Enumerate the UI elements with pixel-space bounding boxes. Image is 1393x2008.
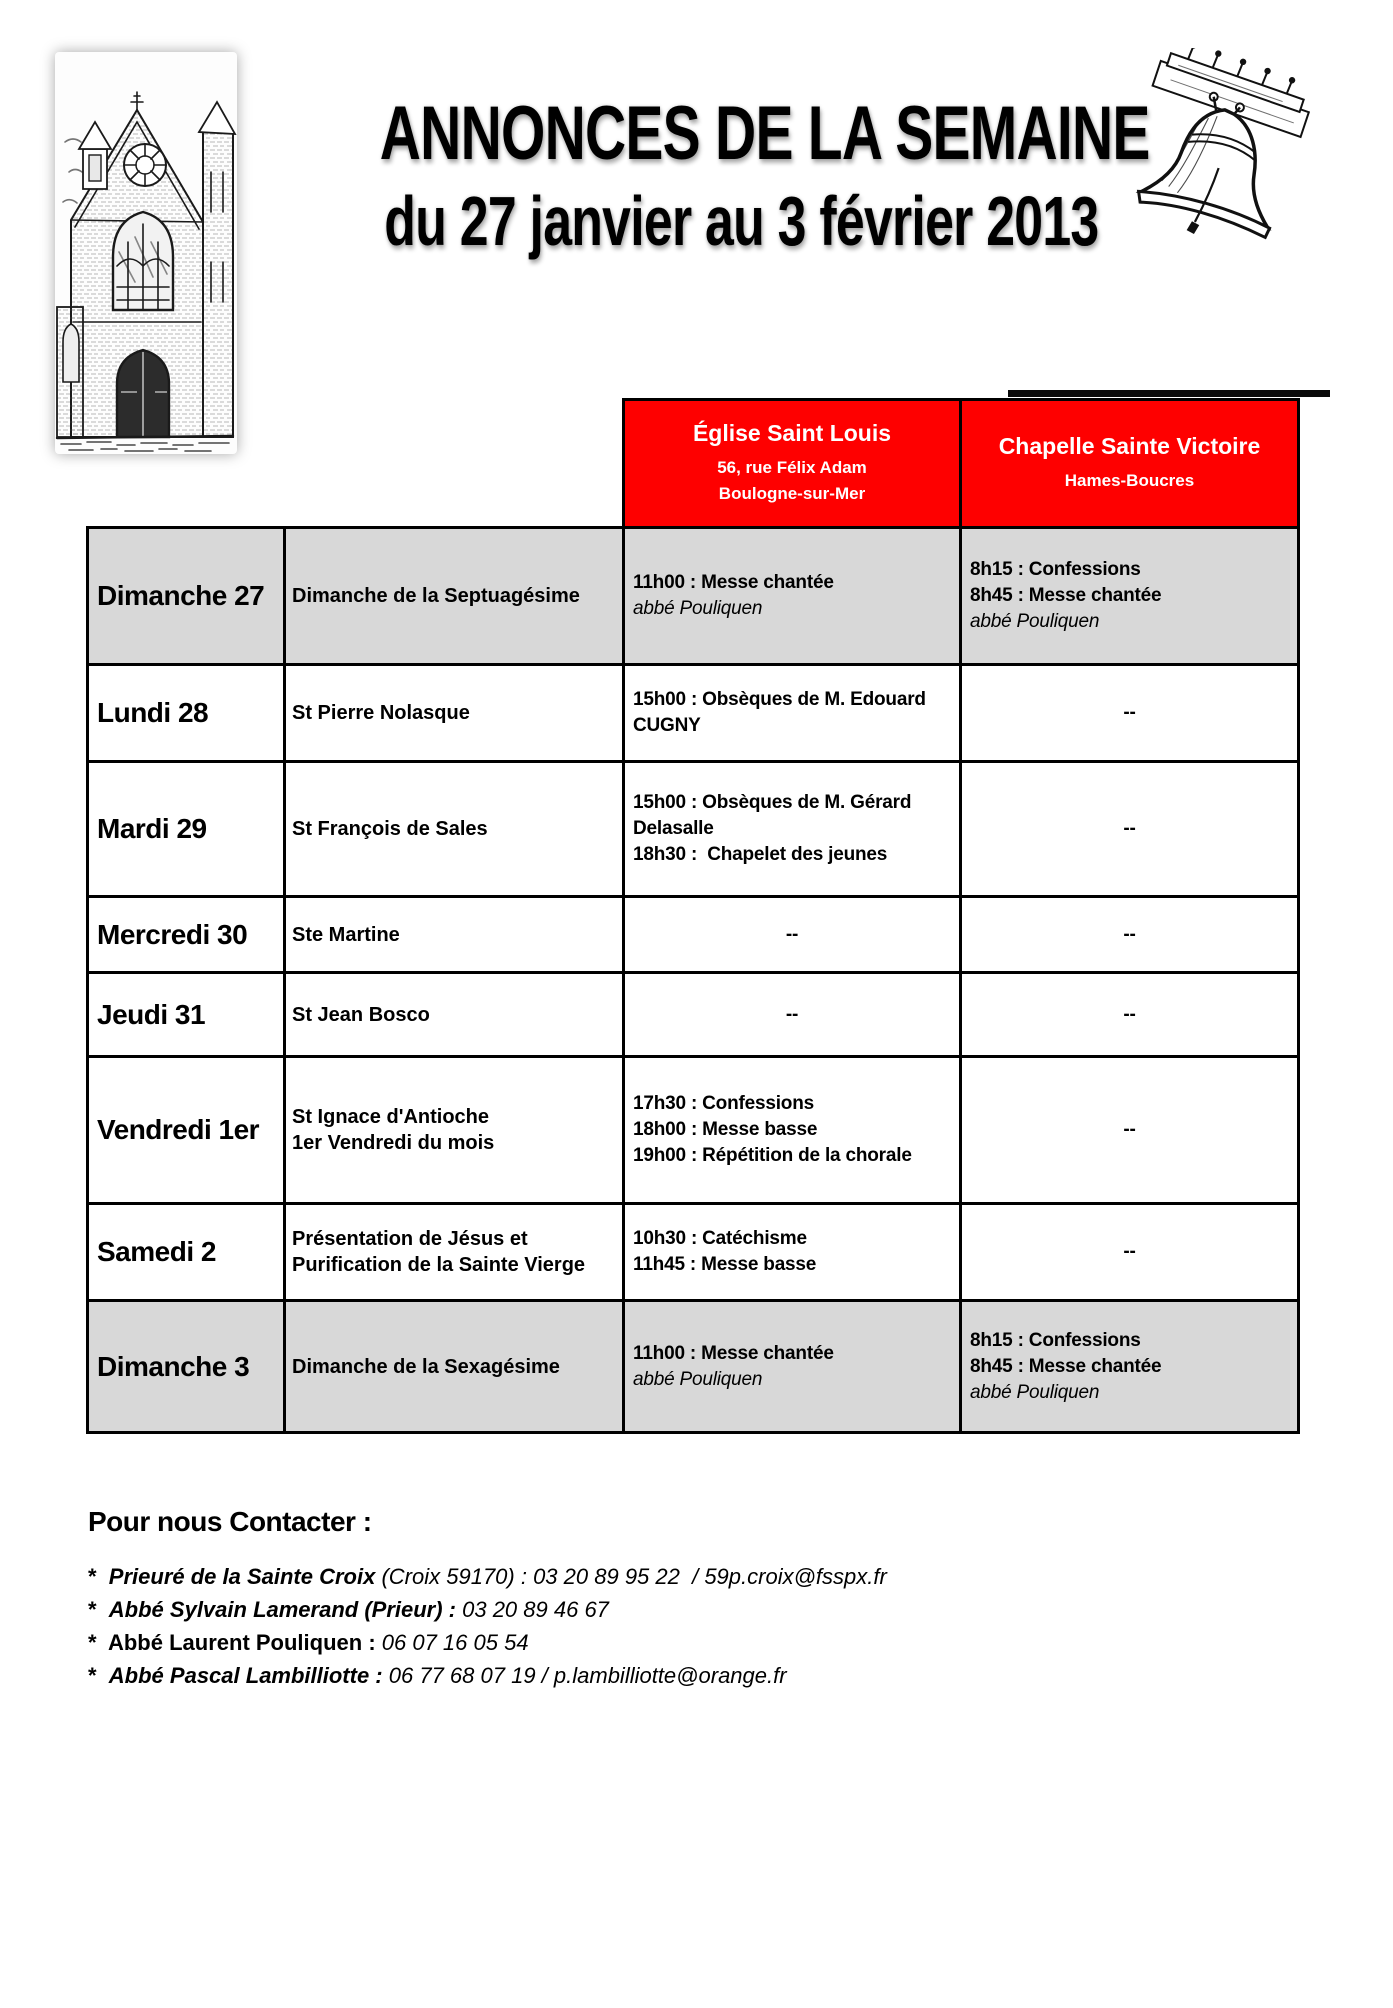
chapelle-cell: -- (961, 762, 1299, 897)
chapelle-cell: 8h15 : Confessions 8h45 : Messe chantée abbé Pouliquen (961, 1301, 1299, 1433)
table-row-vendredi-1er (88, 1057, 1299, 1204)
title-line-1: ANNONCES DE LA SEMAINE (379, 91, 1150, 176)
column-header-saint-louis (624, 400, 961, 528)
feast-cell: Présentation de Jésus et Purification de la Sainte Vierge (285, 1204, 624, 1301)
header-spacer-cell (285, 400, 624, 528)
feast-cell: St Ignace d'Antioche 1er Vendredi du mois (285, 1057, 624, 1204)
day-cell: Vendredi 1er (88, 1057, 285, 1204)
saint-louis-cell: 17h30 : Confessions 18h00 : Messe basse 19h00 : Répétition de la chorale (624, 1057, 961, 1204)
title-line-2: du 27 janvier au 3 février 2013 (384, 182, 1099, 260)
schedule-table (86, 398, 1300, 1434)
contact-line-pouliquen: * Abbé Laurent Pouliquen : 06 07 16 05 54 (88, 1630, 529, 1655)
feast-cell: Dimanche de la Sexagésime (285, 1301, 624, 1433)
table-row-samedi-2 (88, 1204, 1299, 1301)
day-cell: Mercredi 30 (88, 897, 285, 973)
feast-cell: St Pierre Nolasque (285, 665, 624, 762)
chapelle-cell: 8h15 : Confessions 8h45 : Messe chantée abbé Pouliquen (961, 528, 1299, 665)
feast-cell: Ste Martine (285, 897, 624, 973)
day-cell: Samedi 2 (88, 1204, 285, 1301)
page-title (266, 92, 1176, 260)
feast-cell: St François de Sales (285, 762, 624, 897)
chapelle-cell: -- (961, 1204, 1299, 1301)
contact-line-lamerand: * Abbé Sylvain Lamerand (Prieur) : 03 20 89 46 67 (88, 1597, 609, 1622)
table-row-dimanche-27 (88, 528, 1299, 665)
contact-heading: Pour nous Contacter : (88, 1506, 372, 1537)
feast-cell: Dimanche de la Septuagésime (285, 528, 624, 665)
saint-louis-cell: -- (624, 897, 961, 973)
day-cell: Jeudi 31 (88, 973, 285, 1057)
saint-louis-cell: 10h30 : Catéchisme 11h45 : Messe basse (624, 1204, 961, 1301)
header-top-border-artifact (1008, 390, 1330, 397)
day-cell: Dimanche 3 (88, 1301, 285, 1433)
saint-louis-cell: 11h00 : Messe chantée abbé Pouliquen (624, 528, 961, 665)
church-name: Chapelle Sainte Victoire (998, 433, 1261, 459)
table-row-jeudi-31 (88, 973, 1299, 1057)
table-row-mercredi-30 (88, 897, 1299, 973)
feast-cell: St Jean Bosco (285, 973, 624, 1057)
saint-louis-cell: 15h00 : Obsèques de M. Gérard Delasalle 18h30 : Chapelet des jeunes (624, 762, 961, 897)
contact-line-prieure: * Prieuré de la Sainte Croix (Croix 59170) : 03 20 89 95 22 / 59p.croix@fsspx.fr (88, 1564, 887, 1589)
saint-louis-cell: -- (624, 973, 961, 1057)
church-bell-sketch (1092, 48, 1354, 244)
bell-sketch-image (1092, 48, 1354, 244)
church-sketch-image (55, 52, 237, 454)
church-name: Église Saint Louis (692, 420, 892, 446)
header-spacer-cell (88, 400, 285, 528)
contact-line-lambilliotte: * Abbé Pascal Lambilliotte : 06 77 68 07 19 / p.lambilliotte@orange.fr (88, 1663, 787, 1688)
chapelle-cell: -- (961, 1057, 1299, 1204)
church-facade-sketch (55, 52, 237, 454)
contact-list (88, 1560, 1188, 1692)
table-row-dimanche-3 (88, 1301, 1299, 1433)
day-cell: Dimanche 27 (88, 528, 285, 665)
table-row-lundi-28 (88, 665, 1299, 762)
chapelle-cell: -- (961, 897, 1299, 973)
chapelle-cell: -- (961, 973, 1299, 1057)
day-cell: Lundi 28 (88, 665, 285, 762)
saint-louis-cell: 15h00 : Obsèques de M. Edouard CUGNY (624, 665, 961, 762)
day-cell: Mardi 29 (88, 762, 285, 897)
church-address: Hames-Boucres (1064, 471, 1195, 490)
church-address: 56, rue Félix Adam Boulogne-sur-Mer (717, 458, 867, 503)
chapelle-cell: -- (961, 665, 1299, 762)
column-header-chapelle (961, 400, 1299, 528)
table-row-mardi-29 (88, 762, 1299, 897)
saint-louis-cell: 11h00 : Messe chantée abbé Pouliquen (624, 1301, 961, 1433)
table-header-row (88, 400, 1299, 528)
